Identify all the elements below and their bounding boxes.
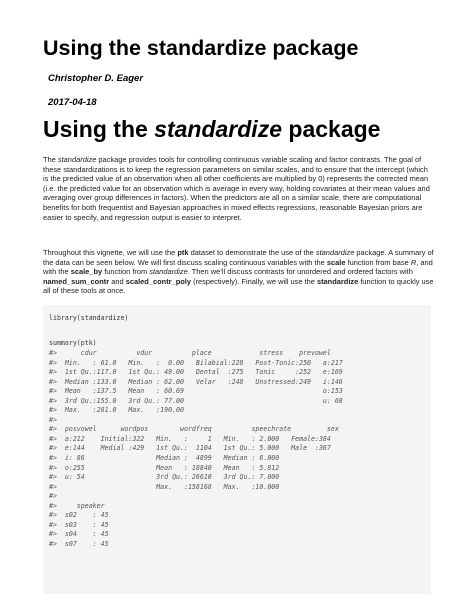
code-library-call: library(standardize) (49, 314, 129, 322)
text-run: package. A summary of the data can be seen below. We will first discuss scaling continuous variables with the (43, 248, 434, 267)
function-name: scale_by (70, 267, 103, 277)
text-run: The (43, 155, 58, 164)
package-name: standardize (315, 248, 355, 257)
section-heading (43, 116, 380, 143)
text-run: and (109, 276, 126, 286)
heading-text-start: Using the (43, 116, 155, 142)
document-date: 2017-04-18 (48, 97, 97, 108)
code-summary-call: summary(ptk) (49, 339, 97, 347)
heading-text-end: package (282, 116, 381, 142)
heading-emphasis: standardize (154, 116, 282, 142)
intro-paragraph (43, 155, 435, 222)
text-run: function to quickly use all of these tools at once. (43, 276, 434, 296)
function-name: scale (326, 257, 346, 267)
document-title: Using the standardize package (43, 36, 359, 60)
text-run: Throughout this vignette, we will use the (43, 248, 178, 257)
package-name: standardize (57, 155, 97, 164)
text-run: , and with the (43, 257, 433, 277)
function-name: standardize (316, 276, 359, 286)
package-name: standardize (149, 267, 188, 277)
overview-paragraph (43, 248, 435, 296)
function-name: named_sum_contr (43, 276, 110, 286)
function-name: scaled_contr_poly (125, 276, 191, 286)
text-run: package provides tools for controlling continuous variable scaling and factor contrasts. The goal of these standardizations is to keep the regression parameters on similar scales, and to ensure that the intercept (which is the predicted value of an observation when all other coefficients are multiplied by 0) represents the corrected mean (i.e. the predicted value for an observation which is average in every way, holding covariates at their mean values and averaging over group differences in factors). When the predictors are all on a similar scale, there are computational benefits for both frequentist and Bayesian approaches in mixed effects regressions, reasonable Bayesian priors are easier to specify, and regression output is easier to interpret. (43, 155, 430, 222)
text-run: dataset to demonstrate the use of the (188, 248, 316, 257)
dataset-name: ptk (177, 248, 189, 257)
text-run: function from (102, 267, 150, 277)
language-name: R (410, 257, 417, 267)
text-run: . Then we’ll discuss contrasts for unordered and ordered factors with (187, 267, 413, 277)
text-run: function from base (345, 257, 411, 267)
code-output: #> cdur vdur place stress prevowel #> Min. : 61.0 Min. : 0.00 Bilabial:228 Post-Tonic:250 a:217 #> 1st Qu.:117.0 1st Qu.: 49.00 Dental :275 Tonic :252 e:169 #> Median :133.0 Median : 62.00 Velar :248 Unstressed:249 i:146 #> Mean :137.5 Mean : 60.69 o:153 #> 3rd Qu.:155.0 3rd Qu.: 77.00 u: 68 #> Max. :281.0 Max. :190.00 #> #> posvowel wordpos wordfreq speechrate sex #> a:212 Initial:322 Min. : 1 Min. : 2.000 Female:384 #> e:144 Medial :429 1st Qu.: 1104 1st Qu.: 5.000 Male :367 #> i: 86 Median : 4899 Median : 6.000 #> o:255 Mean : 18840 Mean : 5.812 #> u: 54 3rd Qu.: 26610 3rd Qu.: 7.000 #> Max. :158168 Max. :10.000 #> #> speaker #> s02 : 45 #> s03 : 45 #> s04 : 45 #> s07 : 45 (49, 349, 343, 548)
text-run: (respectively). Finally, we will use the (191, 276, 317, 286)
author-name: Christopher D. Eager (48, 73, 144, 84)
